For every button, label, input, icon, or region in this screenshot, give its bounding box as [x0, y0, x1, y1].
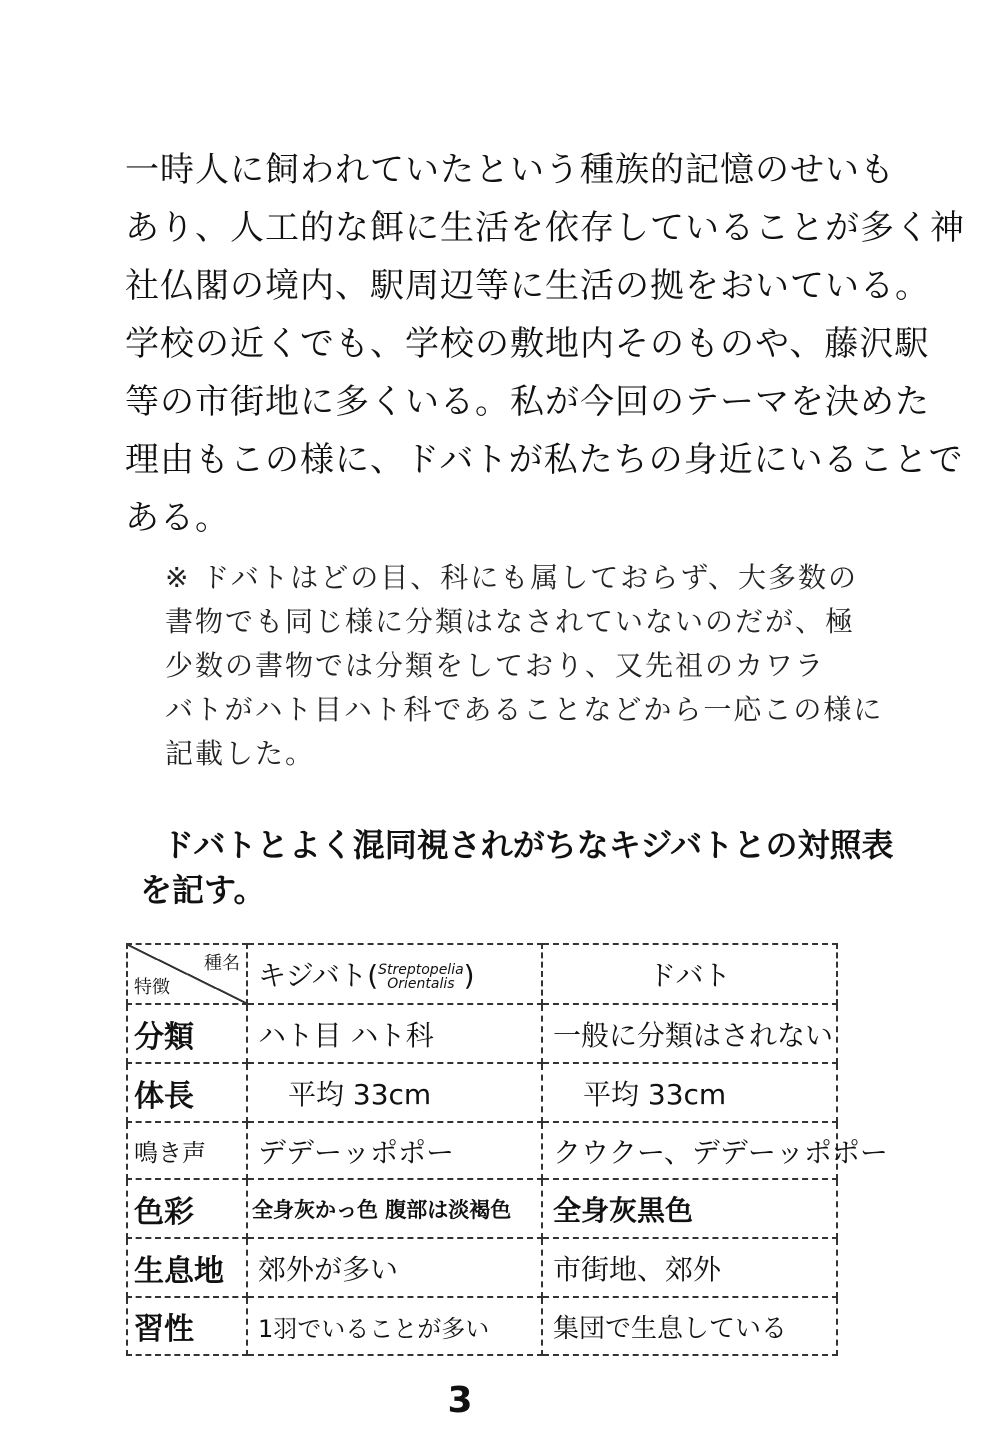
header-kijibato-close: )	[463, 959, 475, 992]
row-label: 体長	[127, 1063, 247, 1122]
row-label: 色彩	[127, 1179, 247, 1238]
cell-kijibato: 郊外が多い	[247, 1238, 542, 1297]
corner-feature-label: 特徴	[134, 977, 170, 998]
cell-dobato: 集団で生息している	[542, 1297, 837, 1355]
header-dobato: ドバト	[542, 944, 837, 1004]
cell-kijibato: 平均 33cm	[247, 1063, 542, 1122]
paragraph-line: あり、人工的な餌に生活を依存していることが多く神	[125, 208, 965, 248]
cell-dobato: クウクー、デデーッポポー	[542, 1122, 837, 1179]
cell-dobato: 一般に分類はされない	[542, 1004, 837, 1063]
table-title: を記す。	[140, 871, 266, 909]
paragraph-line: 等の市街地に多くいる。私が今回のテーマを決めた	[125, 382, 930, 422]
page-number: 3	[447, 1380, 473, 1421]
cell-kijibato: 1羽でいることが多い	[247, 1297, 542, 1355]
header-kijibato	[247, 944, 542, 1004]
row-label: 分類	[127, 1004, 247, 1063]
paragraph-line: 学校の近くでも、学校の敷地内そのものや、藤沢駅	[125, 324, 930, 364]
row-label: 鳴き声	[127, 1122, 247, 1179]
table-row	[127, 1122, 837, 1179]
table-row	[127, 1297, 837, 1355]
table-row	[127, 1238, 837, 1297]
table-row	[127, 1179, 837, 1238]
row-label: 生息地	[127, 1238, 247, 1297]
paragraph-line: 一時人に飼われていたという種族的記憶のせいも	[125, 150, 895, 190]
row-label: 習性	[127, 1297, 247, 1355]
note-line: 少数の書物では分類をしており、又先祖のカワラ	[165, 649, 826, 682]
cell-dobato: 全身灰黒色	[542, 1179, 837, 1238]
table-row	[127, 1063, 837, 1122]
header-corner-cell	[127, 944, 247, 1004]
cell-dobato: 市街地、郊外	[542, 1238, 837, 1297]
note-line: ※ ドバトはどの目、科にも属しておらず、大多数の	[165, 561, 859, 594]
header-kijibato-name: キジバト(	[258, 959, 379, 992]
paragraph-line: 理由もこの様に、ドバトが私たちの身近にいることで	[125, 440, 964, 480]
note-line: 記載した。	[165, 737, 316, 770]
note-line: バトがハト目ハト科であることなどから一応この様に	[165, 693, 884, 726]
header-kijibato-scientific: Streptopelia Orientalis	[378, 962, 464, 992]
note-line: 書物でも同じ様に分類はなされていないのだが、極	[165, 605, 856, 638]
table-header-row	[127, 944, 837, 1004]
corner-species-label: 種名	[204, 953, 240, 974]
paragraph-line: 社仏閣の境内、駅周辺等に生活の拠をおいている。	[125, 266, 930, 306]
table-row	[127, 1004, 837, 1063]
cell-kijibato: ハト目 ハト科	[247, 1004, 542, 1063]
cell-kijibato: デデーッポポー	[247, 1122, 542, 1179]
cell-dobato: 平均 33cm	[542, 1063, 837, 1122]
paragraph-line: ある。	[125, 498, 230, 538]
cell-kijibato: 全身灰かっ色 腹部は淡褐色	[247, 1179, 542, 1238]
table-title: ドバトとよく混同視されがちなキジバトとの対照表	[162, 826, 894, 864]
comparison-table	[126, 943, 888, 1356]
